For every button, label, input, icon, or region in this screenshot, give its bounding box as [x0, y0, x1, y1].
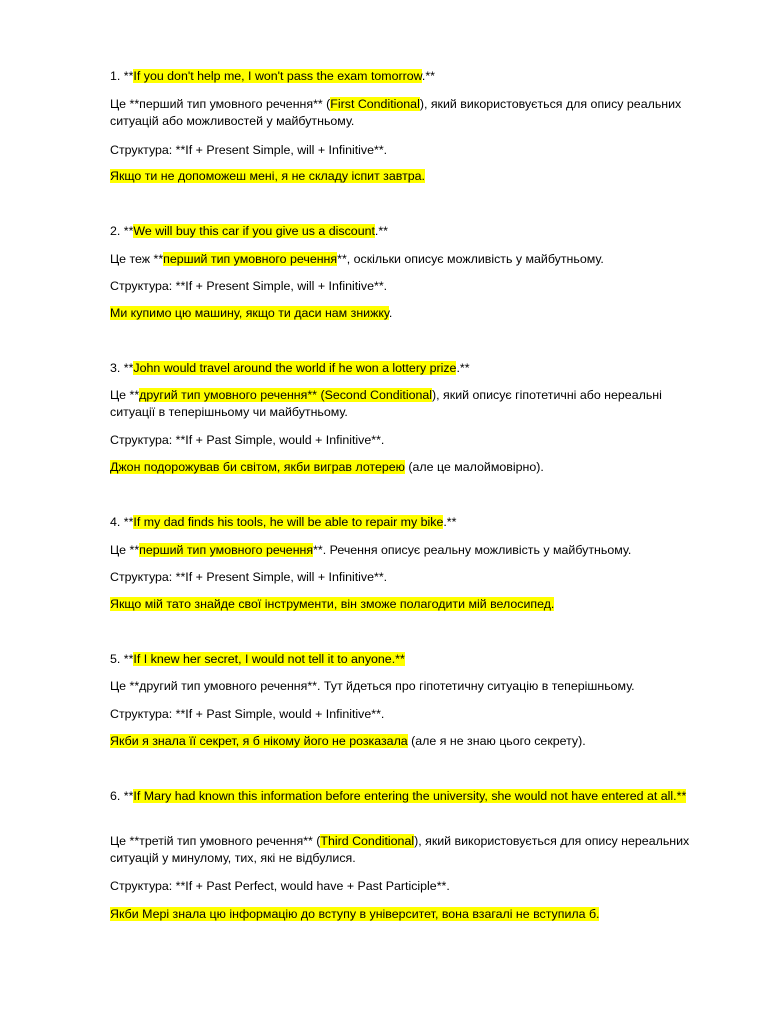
item-5-translation-rest: (але я не знаю цього секрету).	[407, 734, 586, 748]
item-5-heading	[110, 651, 710, 668]
item-1-desc-text-end: ), який використовується для опису реальних ситуацій або можливостей у майбутньому.	[110, 97, 682, 128]
item-3-desc-text: Це **	[110, 388, 140, 402]
item-1-translation-highlight: Якщо ти не допоможеш мені, я не складу іспит завтра.	[110, 169, 425, 183]
item-2-heading	[110, 223, 710, 240]
item-3-heading	[110, 360, 710, 377]
item-6-heading-highlight: If Mary had known this information before entering the university, she would not have entered at all.**	[133, 789, 687, 803]
item-2-translation-rest: .	[388, 306, 393, 320]
item-5-heading-prefix: 5. **	[110, 652, 134, 666]
item-6-structure: Структура: **If + Past Perfect, would have + Past Participle**.	[110, 879, 450, 893]
item-6-translation-highlight: Якби Мері знала цю інформацію до вступу в університет, вона взагалі не вступила б.	[110, 907, 600, 921]
item-2-heading-highlight: We will buy this car if you give us a discount	[133, 224, 375, 238]
item-2-desc-highlight: перший тип умовного речення	[163, 252, 338, 266]
item-6-translation	[110, 906, 710, 923]
item-5-translation-highlight: Якби я знала її секрет, я б нікому його не розказала	[110, 734, 408, 748]
item-3-translation-rest: (але це малоймовірно).	[404, 460, 544, 474]
item-6-heading-prefix: 6. **	[110, 789, 134, 803]
item-2-translation	[110, 305, 710, 322]
item-1-heading-suffix: .**	[421, 69, 435, 83]
item-6-description	[110, 833, 710, 867]
item-6-heading	[110, 788, 710, 805]
item-1-desc-text: Це **перший тип умовного речення** (	[110, 97, 331, 111]
item-5-description	[110, 678, 710, 695]
item-2-desc-text-end: **, оскільки описує можливість у майбутньому.	[337, 252, 604, 266]
item-1-description	[110, 96, 710, 130]
item-5-translation	[110, 733, 710, 750]
item-6-desc-text-end: ), який використовується для опису нереальних ситуацій у минулому, тих, які не відбулися.	[110, 834, 690, 865]
item-5-heading-highlight: If I knew her secret, I would not tell it to anyone.**	[133, 652, 405, 666]
item-2-translation-highlight: Ми купимо цю машину, якщо ти даси нам знижку	[110, 306, 389, 320]
item-3-heading-suffix: .**	[456, 361, 470, 375]
item-1-heading-prefix: 1. **	[110, 69, 134, 83]
item-4-heading-suffix: .**	[443, 515, 457, 529]
item-4-heading-prefix: 4. **	[110, 515, 134, 529]
item-1-structure: Структура: **If + Present Simple, will + Infinitive**.	[110, 143, 388, 157]
item-4-structure: Структура: **If + Present Simple, will + Infinitive**.	[110, 570, 388, 584]
item-2-structure: Структура: **If + Present Simple, will + Infinitive**.	[110, 279, 388, 293]
item-1-heading-highlight: If you don't help me, I won't pass the exam tomorrow	[133, 69, 422, 83]
item-1-heading	[110, 68, 710, 85]
item-4-heading	[110, 514, 710, 531]
item-4-desc-text: Це **	[110, 543, 140, 557]
item-2-heading-suffix: .**	[374, 224, 389, 238]
item-2-heading-prefix: 2. **	[110, 224, 134, 238]
item-4-translation-highlight: Якщо мій тато знайде свої інструменти, він зможе полагодити мій велосипед.	[110, 597, 555, 611]
item-2-desc-text: Це теж **	[110, 252, 164, 266]
item-4-desc-text-end: **. Речення описує реальну можливість у майбутньому.	[313, 543, 632, 557]
item-3-heading-prefix: 3. **	[110, 361, 134, 375]
item-4-description	[110, 542, 710, 559]
item-4-heading-highlight: If my dad finds his tools, he will be able to repair my bike	[133, 515, 444, 529]
item-3-translation-highlight: Джон подорожував би світом, якби виграв лотерею	[110, 460, 405, 474]
item-4-translation	[110, 596, 710, 613]
item-3-desc-highlight: другий тип умовного речення** (Second Conditional	[139, 388, 433, 402]
item-3-desc-text-end: ), який описує гіпотетичні або нереальні ситуації в теперішньому чи майбутньому.	[110, 388, 662, 419]
item-3-description	[110, 387, 710, 421]
item-1-desc-highlight: First Conditional	[330, 97, 420, 111]
item-3-structure: Структура: **If + Past Simple, would + Infinitive**.	[110, 433, 385, 447]
item-1-translation	[110, 168, 710, 185]
item-3-translation	[110, 459, 710, 476]
item-5-desc-text: Це **другий тип умовного речення**. Тут йдеться про гіпотетичну ситуацію в теперішньому.	[110, 679, 635, 693]
item-2-description	[110, 251, 710, 268]
item-3-heading-highlight: John would travel around the world if he won a lottery prize	[133, 361, 457, 375]
item-6-desc-text: Це **третій тип умовного речення** (	[110, 834, 321, 848]
item-5-structure: Структура: **If + Past Simple, would + Infinitive**.	[110, 707, 385, 721]
item-6-desc-highlight: Third Conditional	[320, 834, 415, 848]
item-4-desc-highlight: перший тип умовного речення	[139, 543, 314, 557]
